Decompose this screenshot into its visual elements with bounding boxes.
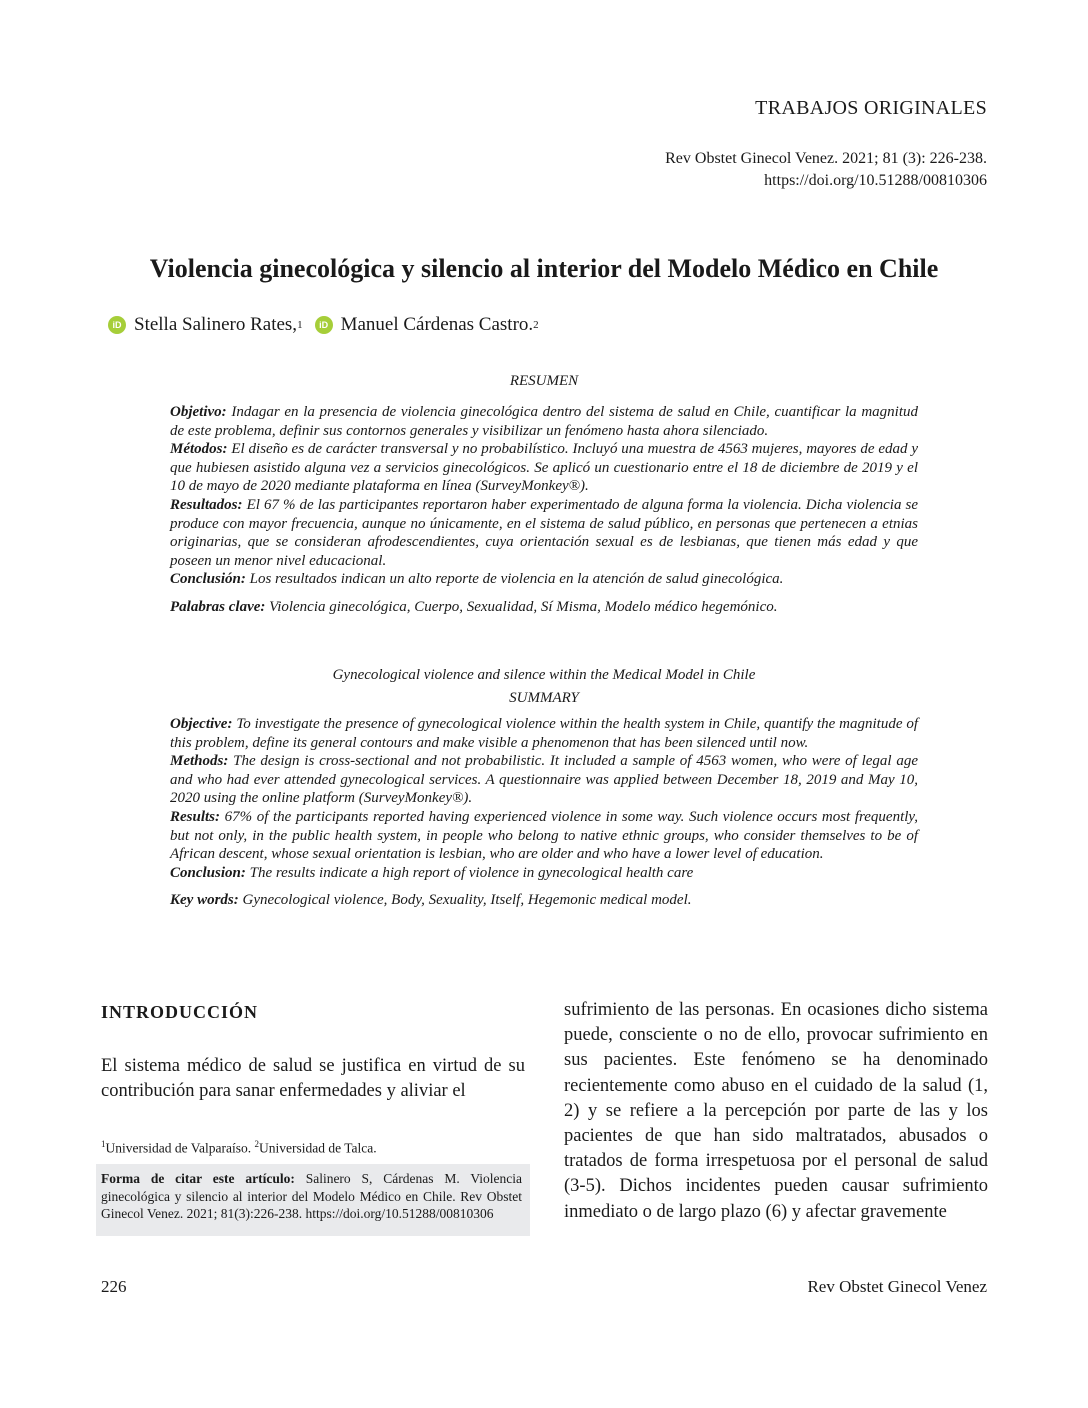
section-label: TRABAJOS ORIGINALES bbox=[755, 97, 987, 119]
footer-journal: Rev Obstet Ginecol Venez bbox=[807, 1277, 987, 1296]
text: Gynecological violence, Body, Sexuality, Itself, Hegemonic medical model. bbox=[238, 892, 692, 909]
resumen-objetivo bbox=[170, 403, 918, 440]
citation-box bbox=[96, 1164, 530, 1236]
resumen-abstract bbox=[170, 403, 918, 617]
doi-link[interactable]: https://doi.org/10.51288/00810306 bbox=[764, 172, 987, 189]
orcid-icon[interactable]: iD bbox=[315, 316, 333, 334]
affiliations bbox=[101, 1139, 377, 1157]
summary-methods bbox=[170, 752, 918, 808]
affil-text: Universidad de Talca. bbox=[258, 1140, 377, 1156]
label: Methods: bbox=[170, 753, 229, 770]
affil-sup: 1 bbox=[101, 1139, 106, 1149]
summary-abstract bbox=[170, 715, 918, 910]
resumen-heading: RESUMEN bbox=[509, 373, 579, 389]
summary-heading: SUMMARY bbox=[509, 690, 579, 706]
author-affil-sup: 2 bbox=[533, 319, 539, 331]
cite-text: Salinero S, Cárdenas M. Violencia ginecológica y silencio al interior del Modelo Médico en Chile. Rev Obstet Ginecol Venez. 2021; 81(3):226-238. https://doi.org/10.51288/00810306 bbox=[101, 1171, 522, 1222]
text: El 67 % de las participantes reportaron haber experimentado de alguna forma la violencia. Dicha violencia se produce con mayor frecuencia, aunque no únicamente, en el sistema de salud público, en personas que pertenecen a etnias originarias, que se consideran afrodescendientes, cuya orientación sexual es de lesbianas, que tienen más edad y que poseen un menor nivel educacional. bbox=[170, 496, 918, 569]
summary-results bbox=[170, 808, 918, 864]
summary-objective bbox=[170, 715, 918, 752]
author-list bbox=[108, 314, 539, 336]
resumen-metodos bbox=[170, 440, 918, 496]
text: Violencia ginecológica, Cuerpo, Sexualidad, Sí Misma, Modelo médico hegemónico. bbox=[265, 598, 778, 615]
page-number: 226 bbox=[101, 1277, 127, 1296]
intro-heading: INTRODUCCIÓN bbox=[101, 1002, 259, 1022]
label: Objetivo: bbox=[170, 404, 227, 420]
citation-line: Rev Obstet Ginecol Venez. 2021; 81 (3): 226-238. bbox=[665, 150, 987, 167]
label: Conclusión: bbox=[170, 571, 246, 588]
text: Indagar en la presencia de violencia ginecológica dentro del sistema de salud en Chile, cuantificar la magnitud de este problema, definir sus contornos generales y visibilizar un fenómeno hasta ahora silenciado. bbox=[170, 404, 918, 439]
label: Resultados: bbox=[170, 496, 243, 513]
author-name: Stella Salinero Rates, bbox=[134, 314, 298, 335]
english-title: Gynecological violence and silence within the Medical Model in Chile bbox=[332, 667, 756, 683]
cite-label: Forma de citar este artículo: bbox=[101, 1171, 295, 1186]
text: Los resultados indican un alto reporte de violencia en la atención de salud ginecológica. bbox=[245, 571, 784, 588]
author-name: Manuel Cárdenas Castro. bbox=[340, 314, 534, 335]
label: Métodos: bbox=[170, 441, 228, 458]
label: Conclusion: bbox=[170, 864, 246, 881]
summary-conclusion bbox=[170, 864, 918, 883]
label: Results: bbox=[170, 808, 221, 825]
intro-left-text: El sistema médico de salud se justifica en virtud de su contribución para sanar enfermedades y aliviar el bbox=[101, 1056, 525, 1102]
orcid-icon[interactable]: iD bbox=[108, 316, 126, 334]
affil-text: Universidad de Valparaíso. bbox=[105, 1140, 255, 1156]
resumen-keywords bbox=[170, 598, 918, 617]
text: El diseño es de carácter transversal y no probabilístico. Incluyó una muestra de 4563 mujeres, mayores de edad y que hubiesen asistido alguna vez a servicios ginecológicos. Se aplicó un cuestionario entre el 18 de diciembre de 2019 y el 10 de mayo de 2020 mediante plataforma en línea (SurveyMonkey®). bbox=[170, 441, 918, 495]
text: The design is cross-sectional and not probabilistic. It included a sample of 4563 women, who were of legal age and who had ever attended gynecological services. A questionnaire was applied between December 18, 2019 and May 10, 2020 using the online platform (SurveyMonkey®). bbox=[170, 753, 918, 807]
resumen-resultados bbox=[170, 496, 918, 570]
resumen-conclusion bbox=[170, 570, 918, 589]
text: To investigate the presence of gynecological violence within the health system in Chile, quantify the magnitude of this problem, define its general contours and make visible a phenomenon that has been silenced until now. bbox=[170, 716, 918, 751]
summary-keywords bbox=[170, 891, 918, 910]
intro-right-text: sufrimiento de las personas. En ocasiones dicho sistema puede, consciente o no de ello, provocar sufrimiento en sus pacientes. Este fenómeno se ha denominado recientemente como abuso en el cuidado de la salud (1, 2) y se refiere a la percepción por parte de las y los pacientes de que han sido maltratados, abusados o tratados de forma irrespetuosa por el personal de salud (3-5). Dichos incidentes pueden causar sufrimiento inmediato o de largo plazo (6) y afectar gravemente bbox=[564, 1000, 988, 1222]
journal-citation bbox=[665, 148, 987, 192]
label: Palabras clave: bbox=[170, 598, 266, 615]
text: 67% of the participants reported having experienced violence in some way. Such violence occurs most frequently, but not only, in the public health system, in people who belong to native ethnic groups, who consider themselves to be of African descent, whose sexual orientation is lesbian, who are older and who have a lower level of education. bbox=[170, 808, 918, 863]
label: Key words: bbox=[170, 892, 239, 909]
text: The results indicate a high report of violence in gynecological health care bbox=[245, 864, 694, 881]
article-title: Violencia ginecológica y silencio al interior del Modelo Médico en Chile bbox=[149, 254, 939, 283]
affil-sup: 2 bbox=[254, 1139, 259, 1149]
author-affil-sup: 1 bbox=[297, 319, 303, 331]
label: Objective: bbox=[170, 716, 233, 732]
